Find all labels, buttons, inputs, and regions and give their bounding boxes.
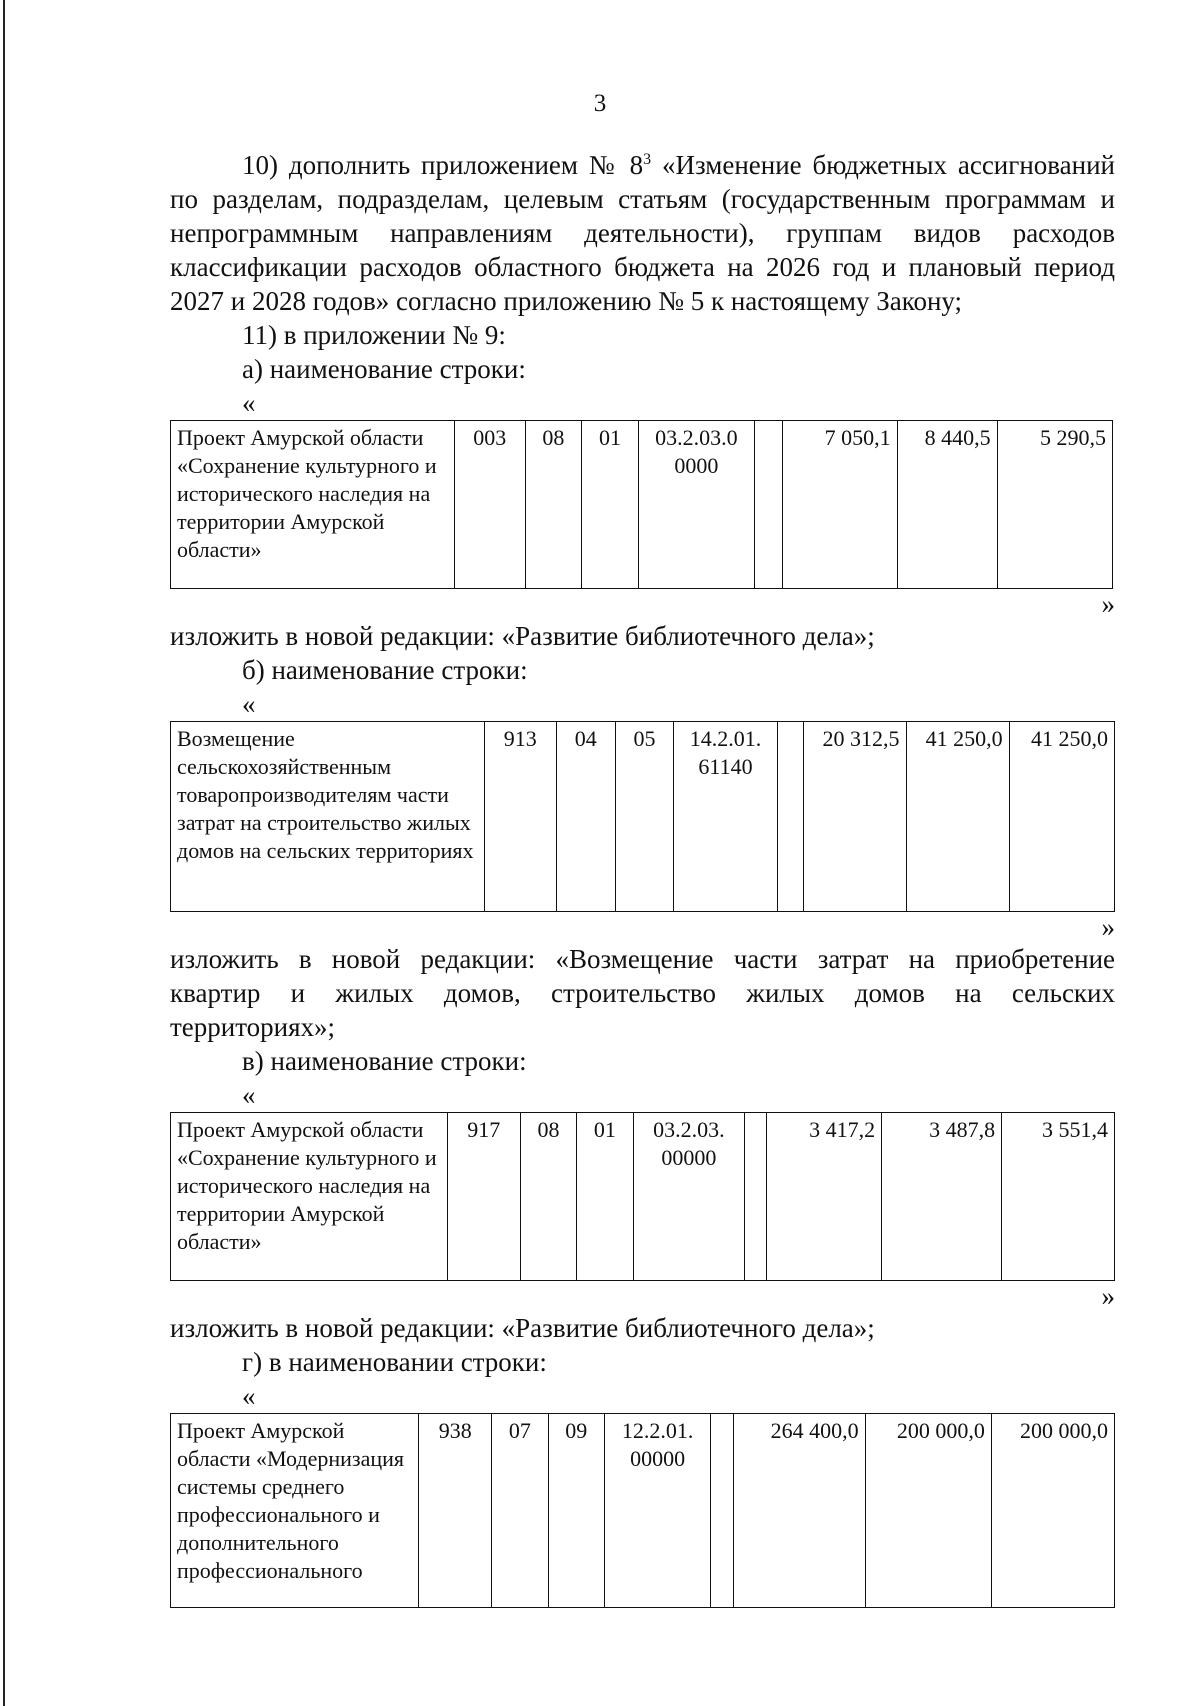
subitem-b-new-text-line-1: изложить в новой редакции: «Возмещение части затрат на приобретение [170,944,1115,974]
row-v-amount-2027: 3 487,8 [882,1113,1002,1281]
item-10-text-end: «Изменение бюджетных ассигнований по разделам, подразделам, целевым статьям (государственным программам и непрограммным направлениям деятельности), группам видов расходов классификации расходов областного бюджета на 2026 год и плановый период 2027 и 2028 годов» согласно приложению № 5 к настоящему Закону; [170,150,1115,316]
subitem-v-heading: в) наименование строки: [242,1046,527,1076]
row-a-name: Проект Амурской области «Сохранение культурного и исторического наследия на территории Амурской области» [171,421,455,589]
row-v-amount-2026: 3 417,2 [767,1113,882,1281]
row-b-target-article: 14.2.01. 61140 [674,722,777,912]
row-a-ministry-code: 003 [454,421,525,589]
subitem-g-heading: г) в наименовании строки: [242,1347,547,1377]
close-quote-b: » [1101,912,1115,942]
subitem-b-new-text-line-2: квартир и жилых домов, строительство жилых домов на сельских [170,978,1115,1008]
row-b-section: 04 [556,722,615,912]
row-g-ministry-code: 938 [419,1414,492,1608]
row-v-expense-type [745,1113,767,1281]
subitem-v-new-text: изложить в новой редакции: «Развитие библиотечного дела»; [170,1313,875,1343]
open-quote-b: « [242,689,256,719]
page-number: 3 [593,90,607,117]
row-g-amount-2028: 200 000,0 [991,1414,1114,1608]
table-row-a [170,420,1113,589]
close-quote-v: » [1101,1281,1115,1311]
row-g-section: 07 [492,1414,548,1608]
row-v-section: 08 [520,1113,576,1281]
item-10-paragraph [170,148,1115,318]
row-v-subsection: 01 [577,1113,633,1281]
subitem-b-heading: б) наименование строки: [242,655,528,685]
row-b-ministry-code: 913 [484,722,556,912]
subitem-a-new-text: изложить в новой редакции: «Развитие библиотечного дела»; [170,621,875,651]
table-row-g [170,1413,1115,1608]
open-quote-a: « [242,388,256,418]
row-a-amount-2026: 7 050,1 [783,421,897,589]
row-a-section: 08 [525,421,582,589]
open-quote-v: « [242,1080,256,1110]
row-a-amount-2027: 8 440,5 [897,421,997,589]
open-quote-g: « [242,1381,256,1411]
close-quote-a: » [1101,589,1115,619]
row-g-expense-type [711,1414,734,1608]
subitem-b-new-text-line-3: территориях»; [170,1012,336,1042]
row-a-subsection: 01 [582,421,639,589]
table-row-v [170,1112,1115,1281]
row-b-amount-2026: 20 312,5 [804,722,906,912]
row-g-target-article: 12.2.01. 00000 [604,1414,710,1608]
row-g-amount-2026: 264 400,0 [734,1414,865,1608]
row-v-name: Проект Амурской области «Сохранение культурного и исторического наследия на территории Амурской области» [171,1113,448,1281]
row-v-amount-2028: 3 551,4 [1002,1113,1115,1281]
table-row-b [170,721,1115,912]
row-a-target-article: 03.2.03.0 0000 [638,421,754,589]
item-10-superscript: 3 [643,151,652,168]
row-b-name: Возмещение сельскохозяйственным товаропроизводителям части затрат на строительство жилых домов на сельских территориях [171,722,485,912]
row-b-expense-type [777,722,804,912]
item-11-heading: 11) в приложении № 9: [242,320,506,350]
row-b-amount-2028: 41 250,0 [1009,722,1114,912]
subitem-a-heading: а) наименование строки: [242,354,526,384]
page-edge-line [3,0,5,1706]
row-g-name: Проект Амурской области «Модернизация системы среднего профессионального и дополнительного профессионального [171,1414,419,1608]
row-b-amount-2027: 41 250,0 [906,722,1009,912]
row-a-amount-2028: 5 290,5 [997,421,1112,589]
row-a-expense-type [755,421,783,589]
row-g-subsection: 09 [548,1414,604,1608]
row-b-subsection: 05 [615,722,674,912]
row-v-target-article: 03.2.03. 00000 [633,1113,745,1281]
document-body [170,148,1115,1608]
row-g-amount-2027: 200 000,0 [865,1414,991,1608]
row-v-ministry-code: 917 [447,1113,520,1281]
item-10-text-start: 10) дополнить приложением № 8 [242,150,644,180]
